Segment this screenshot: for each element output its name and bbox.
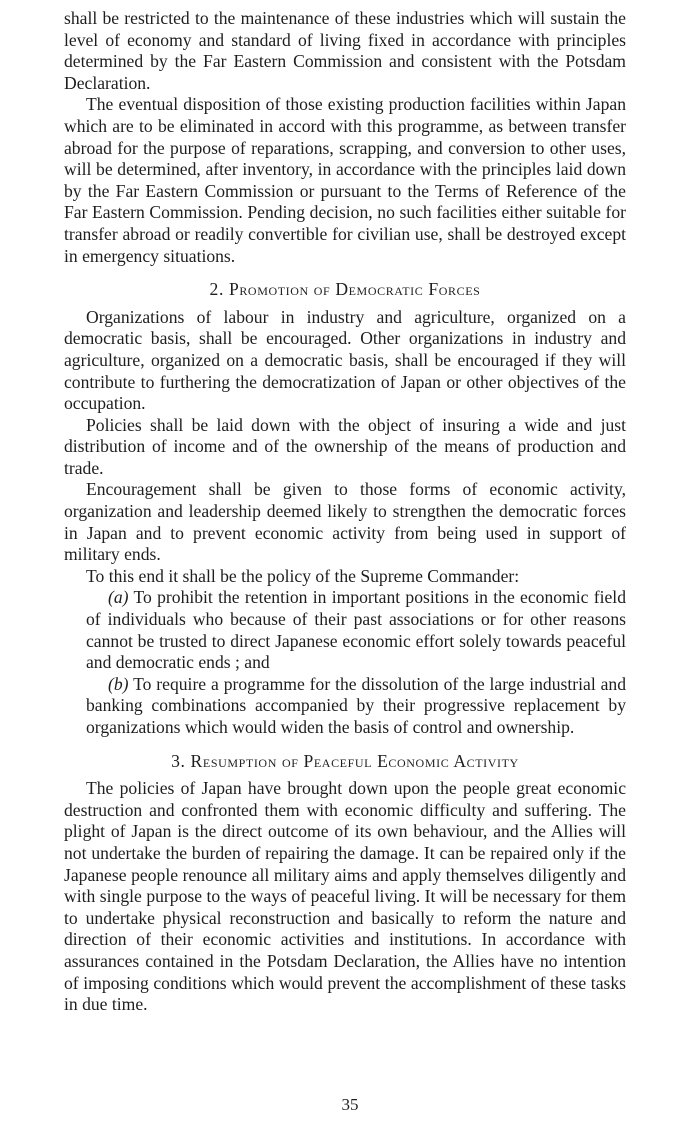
paragraph-policy-intro: To this end it shall be the policy of the Supreme Commander: xyxy=(86,565,520,586)
section-heading-promotion: 2. Promotion of Democratic Forces xyxy=(209,279,481,300)
section-heading-resumption: 3. Resumption of Peaceful Economic Activity xyxy=(171,750,519,771)
list-item-a-text: To prohibit the retention in important positions in the economic field of individuals who because of their past associations or for other reasons cannot be trusted to direct Japanese economic effort solely towards peaceful and democratic ends ; and xyxy=(86,587,626,673)
list-item-b xyxy=(64,674,626,739)
paragraph-resumption: The policies of Japan have brought down upon the people great economic destruction and confronted them with economic difficulty and suffering. The plight of Japan is the direct outcome of its own behaviour, and the Allies will not undertake the burden of repairing the damage. It can be repaired only if the Japanese people renounce all military aims and apply themselves diligently and with single purpose to the ways of peaceful living. It will be necessary for them to undertake physical reconstruction and basically to reform the nature and direction of their economic activities and institutions. In accordance with assurances contained in the Potsdam Declaration, the Allies have no intention of imposing conditions which would prevent the accomplishment of these tasks in due time. xyxy=(64,778,626,1015)
document-page xyxy=(64,8,626,1016)
paragraph-income-distribution: Policies shall be laid down with the object of insuring a wide and just distribution of income and of the ownership of the means of production and trade. xyxy=(64,414,626,478)
list-item-a-label: (a) xyxy=(108,587,129,608)
list-item-a xyxy=(64,587,626,673)
paragraph-continuation: shall be restricted to the maintenance of these industries which will sustain the level of economy and standard of living fixed in accordance with principles determined by the Far Eastern Commission and consistent with the Potsdam Declaration. xyxy=(64,8,626,93)
page-number: 35 xyxy=(341,1095,359,1114)
paragraph-encouragement: Encouragement shall be given to those forms of economic activity, organization and leadership deemed likely to strengthen the democratic forces in Japan and to prevent economic activity from being used in support of military ends. xyxy=(64,479,626,565)
list-item-b-text: To require a programme for the dissolution of the large industrial and banking combinations accompanied by their progressive replacement by organizations which would widen the basis of control and ownership. xyxy=(86,673,626,737)
list-item-b-label: (b) xyxy=(108,673,129,694)
paragraph-disposition: The eventual disposition of those existing production facilities within Japan which are to be eliminated in accord with this programme, as between transfer abroad for the purpose of reparations, scrapping, and conversion to other uses, will be determined, after inventory, in accordance with the principles laid down by the Far Eastern Commission or pursuant to the Terms of Reference of the Far Eastern Commission. Pending decision, no such facilities either suitable for transfer abroad or readily convertible for civilian use, shall be destroyed except in emergency situations. xyxy=(64,94,626,266)
paragraph-labour-organizations: Organizations of labour in industry and agriculture, organized on a democratic basis, shall be encouraged. Other organizations in industry and agriculture, organized on a democratic basis, shall be encouraged if they will contribute to furthering the democratization of Japan or other objectives of the occupation. xyxy=(64,306,626,414)
